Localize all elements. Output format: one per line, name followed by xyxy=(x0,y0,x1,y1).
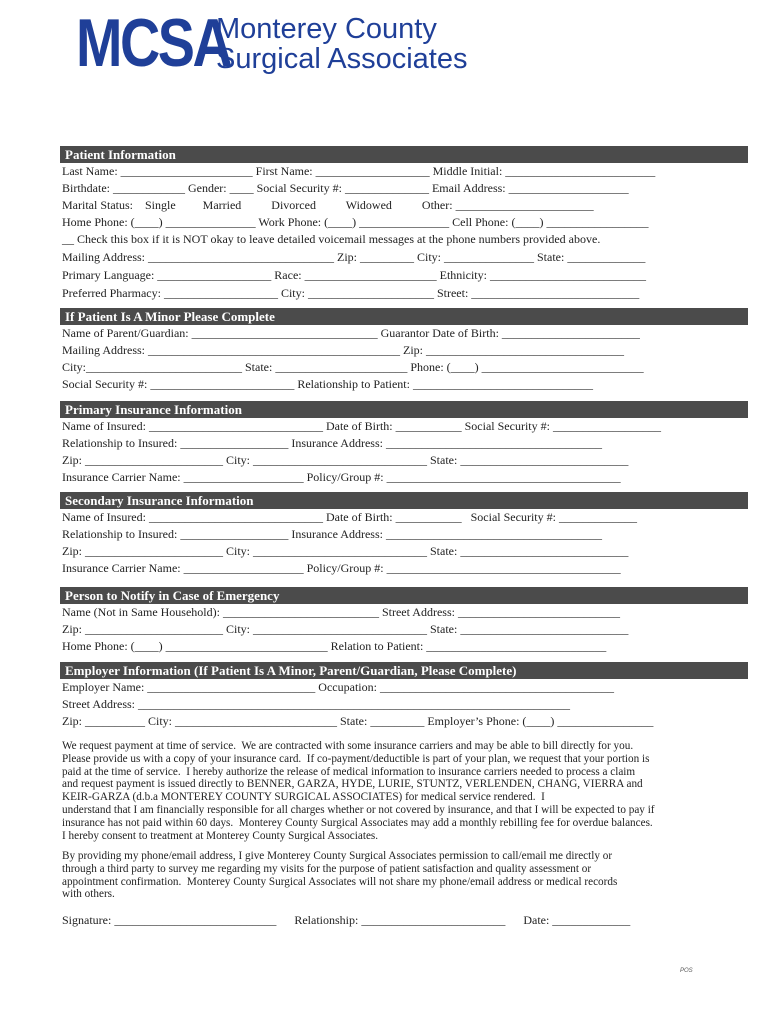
form-line[interactable]: Relationship to Insured: __________________ Insurance Address: ____________________________________ xyxy=(62,436,602,450)
footer-code: POS xyxy=(680,968,693,974)
minor-section xyxy=(60,308,748,393)
section-header xyxy=(60,662,748,679)
text-line: and request payment is issued directly to BENNER, GARZA, HYDE, LURIE, STUNTZ, VERLENDEN, CHANG, VIERRA and xyxy=(62,778,643,791)
text-line: appointment confirmation. Monterey County Surgical Associates will not share my phone/email address or medical records xyxy=(62,875,618,888)
text-line: understand that I am financially responsible for all charges whether or not covered by insurance, and that I will be expected to pay if xyxy=(62,803,655,816)
form-line[interactable]: Zip: _______________________ City: _____________________________ State: ____________________________ xyxy=(62,453,629,467)
form-line[interactable]: Name of Insured: _____________________________ Date of Birth: ___________ Social Security #: _____________ xyxy=(62,510,637,524)
text-line: with others. xyxy=(62,888,115,901)
section-title: Person to Notify in Case of Emergency xyxy=(65,588,280,603)
section-title: If Patient Is A Minor Please Complete xyxy=(65,309,275,324)
form-line[interactable]: Name of Insured: _____________________________ Date of Birth: ___________ Social Security #: __________________ xyxy=(62,419,661,433)
section-title: Primary Insurance Information xyxy=(65,402,242,417)
section-title: Secondary Insurance Information xyxy=(65,493,254,508)
patient-info-section xyxy=(60,146,748,302)
form-line[interactable]: __ Check this box if it is NOT okay to leave detailed voicemail messages at the phone numbers provided above. xyxy=(62,232,601,246)
form-line[interactable]: Insurance Carrier Name: ____________________ Policy/Group #: _______________________________________ xyxy=(62,470,621,484)
emergency-contact-section xyxy=(60,587,748,655)
logo-name-line2: Surgical Associates xyxy=(216,43,468,75)
text-line: KEIR-GARZA (d.b.a MONTEREY COUNTY SURGICAL ASSOCIATES) for medical service rendered. I xyxy=(62,791,545,804)
form-line[interactable]: City:__________________________ State: ______________________ Phone: (____) ___________________________ xyxy=(62,360,644,374)
form-line[interactable]: Primary Language: ___________________ Race: ______________________ Ethnicity: __________________________ xyxy=(62,268,646,282)
form-line[interactable]: Employer Name: ____________________________ Occupation: _______________________________________ xyxy=(62,680,614,694)
form-line[interactable]: Social Security #: ________________________ Relationship to Patient: ______________________________ xyxy=(62,377,593,391)
logo-name-line1: Monterey County xyxy=(216,13,437,45)
form-line[interactable]: Zip: _______________________ City: _____________________________ State: ____________________________ xyxy=(62,544,629,558)
form-line[interactable]: Birthdate: ____________ Gender: ____ Social Security #: ______________ Email Address: ____________________ xyxy=(62,181,629,195)
form-line[interactable]: Name of Parent/Guardian: _______________________________ Guarantor Date of Birth: _______________________ xyxy=(62,326,640,340)
form-line[interactable]: Home Phone: (____) ___________________________ Relation to Patient: ______________________________ xyxy=(62,639,607,653)
text-line: Please provide us with a copy of your insurance card. If co-payment/deductible is part of your plan, we request that your portion is xyxy=(62,752,650,765)
form-line[interactable]: Marital Status: Single Married Divorced Widowed Other: _______________________ xyxy=(62,198,594,212)
text-line: By providing my phone/email address, I give Monterey County Surgical Associates permission to call/email me directly or xyxy=(62,850,613,862)
form-line[interactable]: Preferred Pharmacy: ___________________ City: _____________________ Street: ____________________________ xyxy=(62,286,640,300)
form-line[interactable]: Zip: _______________________ City: _____________________________ State: ____________________________ xyxy=(62,622,629,636)
logo-name xyxy=(216,14,467,74)
section-title: Employer Information (If Patient Is A Minor, Parent/Guardian, Please Complete) xyxy=(65,663,517,678)
form-line[interactable]: Insurance Carrier Name: ____________________ Policy/Group #: _______________________________________ xyxy=(62,561,621,575)
employer-section xyxy=(60,662,748,730)
form-line[interactable]: Mailing Address: _______________________________ Zip: _________ City: _______________ State: _____________ xyxy=(62,250,646,264)
form-line[interactable]: Street Address: ________________________________________________________________________ xyxy=(62,697,570,711)
text-line: paid at the time of service. I hereby authorize the release of medical information to insurance carriers needed to process a claim xyxy=(62,765,636,778)
text-line: through a third party to survey me regarding my visits for the purpose of patient satisfaction and quality assessment or xyxy=(62,862,592,875)
form-line[interactable]: Mailing Address: __________________________________________ Zip: _________________________________ xyxy=(62,343,624,357)
contact-consent-paragraph xyxy=(62,850,712,901)
signature-line[interactable]: Signature: ___________________________ Relationship: ________________________ Date: _____________ xyxy=(62,913,631,927)
primary-insurance-section xyxy=(60,401,748,486)
logo-mark: MCSA xyxy=(76,5,231,81)
text-line: I hereby consent to treatment at Monterey County Surgical Associates. xyxy=(62,829,379,842)
section-header xyxy=(60,146,748,163)
form-line[interactable]: Name (Not in Same Household): __________________________ Street Address: ___________________________ xyxy=(62,605,620,619)
payment-terms-paragraph xyxy=(62,740,712,842)
secondary-insurance-section xyxy=(60,492,748,577)
text-line: insurance has not paid within 60 days. Monterey County Surgical Associates may add a monthly rebilling fee for overdue balances. xyxy=(62,816,653,829)
section-header xyxy=(60,492,748,509)
form-line[interactable]: Relationship to Insured: __________________ Insurance Address: ____________________________________ xyxy=(62,527,602,541)
section-header xyxy=(60,401,748,418)
form-line[interactable]: Zip: __________ City: ___________________________ State: _________ Employer’s Phone: (____) ________________ xyxy=(62,714,654,728)
section-title: Patient Information xyxy=(65,147,176,162)
form-line[interactable]: Last Name: ______________________ First Name: ___________________ Middle Initial: _________________________ xyxy=(62,164,656,178)
text-line: We request payment at time of service. We are contracted with some insurance carriers and may be able to bill directly for you. xyxy=(62,740,634,752)
section-header xyxy=(60,308,748,325)
section-header xyxy=(60,587,748,604)
form-line[interactable]: Home Phone: (____) _______________ Work Phone: (____) _______________ Cell Phone: (____) _________________ xyxy=(62,215,649,229)
